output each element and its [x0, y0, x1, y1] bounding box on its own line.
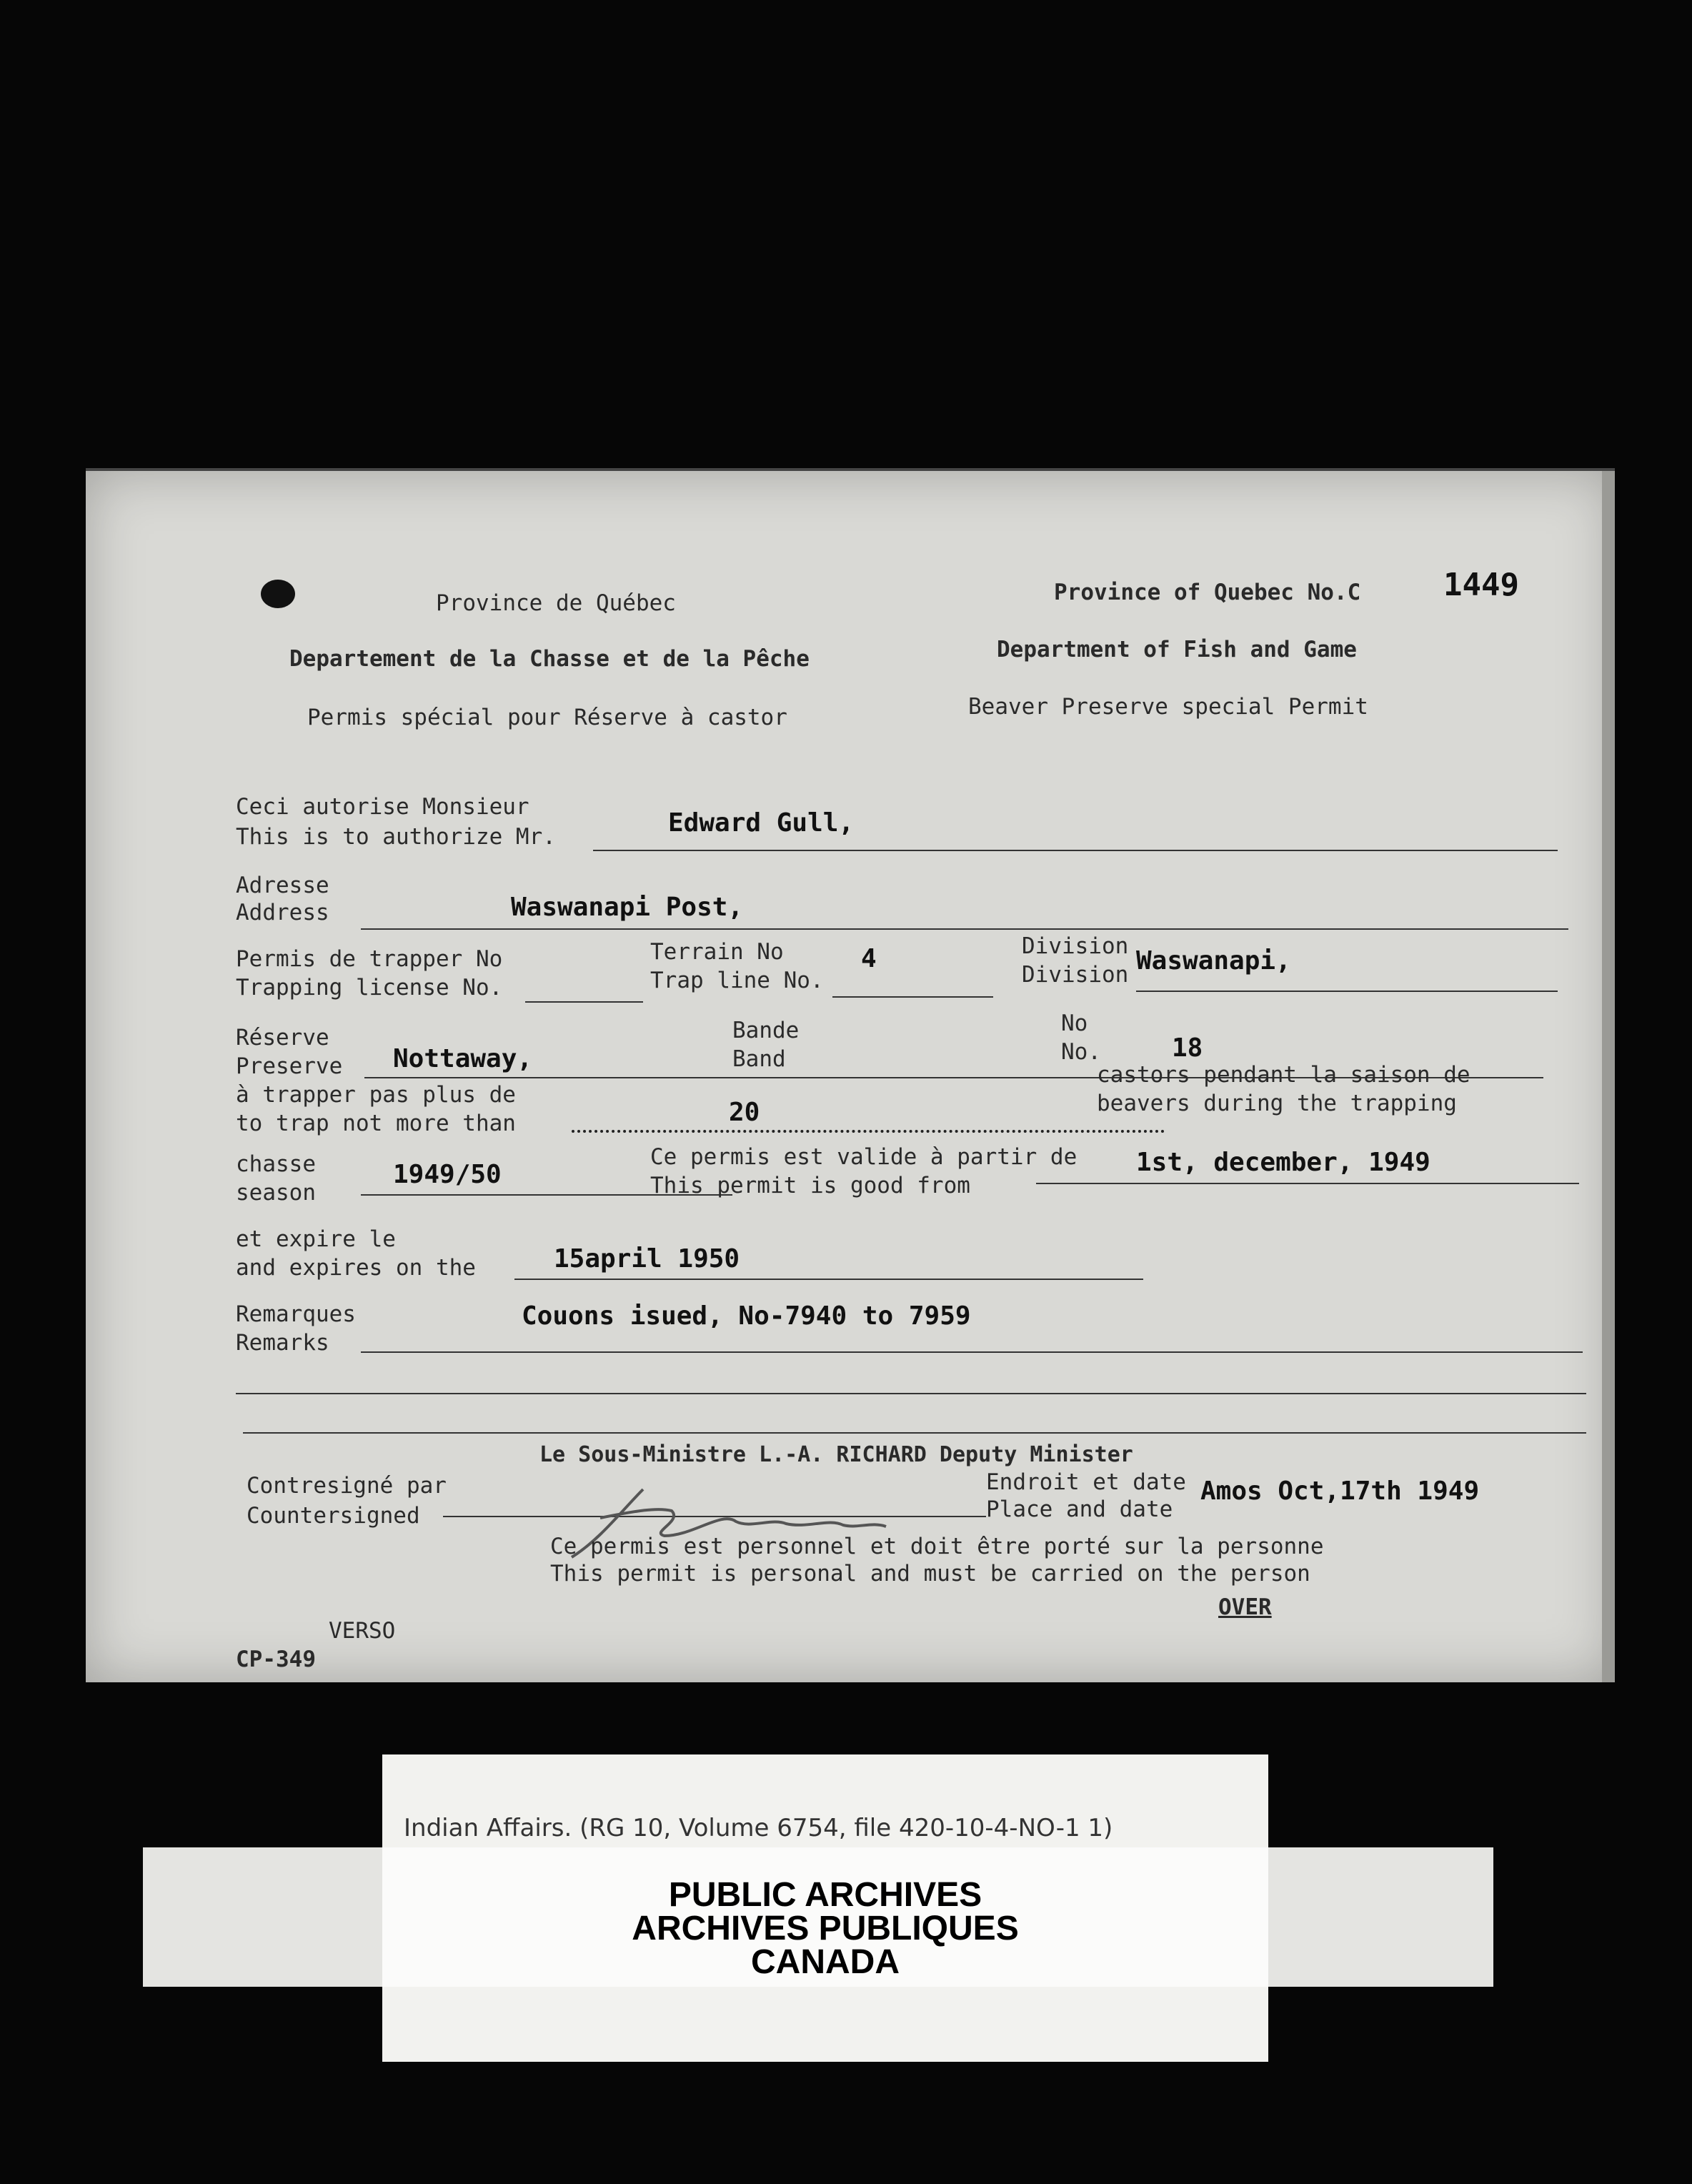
personal-en: This permit is personal and must be carried on the person: [550, 1561, 1310, 1587]
expiry-date: 15april 1950: [554, 1244, 740, 1274]
no-fr: No: [1061, 1011, 1088, 1036]
remarks-line-2: [236, 1393, 1586, 1394]
countersigned-en: Countersigned: [247, 1503, 420, 1529]
holder-address: Waswanapi Post,: [511, 893, 744, 922]
reserve-fr: Réserve: [236, 1025, 329, 1051]
expire-en: and expires on the: [236, 1255, 476, 1281]
division-value: Waswanapi,: [1136, 946, 1291, 976]
expire-fr: et expire le: [236, 1226, 396, 1252]
authorize-en: This is to authorize Mr.: [236, 824, 556, 850]
province-en: Province of Quebec No.C: [1054, 580, 1361, 605]
remarks-en: Remarks: [236, 1330, 329, 1356]
no-en: No.: [1061, 1039, 1101, 1065]
division-en: Division: [1022, 962, 1129, 988]
personal-fr: Ce permis est personnel et doit être porté sur la personne: [550, 1534, 1324, 1559]
beaver-quota: 20: [729, 1098, 760, 1127]
remarks-value: Couons isued, No-7940 to 7959: [522, 1301, 971, 1331]
season-value: 1949/50: [393, 1160, 502, 1189]
authorize-fr: Ceci autorise Monsieur: [236, 794, 529, 820]
ink-blot-icon: [261, 580, 295, 608]
archive-reference: Indian Affairs. (RG 10, Volume 6754, file 420-10-4-NO-1 1): [404, 1814, 1113, 1842]
address-fr: Adresse: [236, 873, 329, 898]
division-fr: Division: [1022, 933, 1129, 959]
valid-line: [1036, 1183, 1579, 1184]
license-line: [525, 1001, 643, 1003]
verso-label: VERSO: [329, 1618, 396, 1644]
trap-license-en: Trapping license No.: [236, 975, 503, 1001]
holder-name: Edward Gull,: [668, 808, 855, 838]
beavers-en: beavers during the trapping: [1097, 1091, 1457, 1116]
valid-from: 1st, december, 1949: [1136, 1148, 1430, 1177]
castors-fr: castors pendant la saison de: [1097, 1062, 1470, 1088]
card-edge: [1602, 471, 1615, 1682]
authorize-line: [593, 850, 1558, 851]
deputy-minister: Le Sous-Ministre L.-A. RICHARD Deputy Minister: [539, 1442, 1133, 1467]
preserve-value: Nottaway,: [393, 1044, 533, 1073]
valid-fr: Ce permis est valide à partir de: [650, 1144, 1078, 1170]
form-code: CP-349: [236, 1647, 316, 1672]
archive-line-1: PUBLIC ARCHIVES: [668, 1876, 982, 1914]
permit-number: 1449: [1443, 567, 1519, 603]
dept-fr: Departement de la Chasse et de la Pêche: [289, 646, 810, 672]
place-fr: Endroit et date: [986, 1469, 1186, 1495]
max-fr: à trapper pas plus de: [236, 1082, 516, 1108]
chasse-fr: chasse: [236, 1151, 316, 1177]
province-fr: Province de Québec: [436, 590, 676, 616]
place-date-value: Amos Oct,17th 1949: [1200, 1476, 1480, 1506]
expire-line: [514, 1279, 1143, 1280]
season-en: season: [236, 1180, 316, 1206]
dept-en: Department of Fish and Game: [997, 637, 1357, 662]
band-en: Band: [732, 1046, 786, 1072]
preserve-en: Preserve: [236, 1053, 343, 1079]
trap-line-number: 4: [861, 944, 877, 973]
quota-dots: [572, 1130, 1165, 1133]
permit-en: Beaver Preserve special Permit: [968, 694, 1368, 720]
countersigned-fr: Contresigné par: [247, 1473, 447, 1499]
address-line: [361, 928, 1568, 930]
terrain-en: Trap line No.: [650, 968, 824, 993]
place-en: Place and date: [986, 1496, 1173, 1522]
permit-fr: Permis spécial pour Réserve à castor: [307, 705, 787, 730]
permit-card: [86, 468, 1615, 1682]
address-en: Address: [236, 900, 329, 925]
archive-line-2: ARCHIVES PUBLIQUES: [632, 1910, 1019, 1947]
over-marker: OVER: [1218, 1594, 1272, 1620]
remarques-fr: Remarques: [236, 1301, 356, 1327]
band-number: 18: [1172, 1033, 1203, 1063]
archive-line-3: CANADA: [751, 1943, 900, 1981]
max-en: to trap not more than: [236, 1111, 516, 1136]
terrain-fr: Terrain No: [650, 939, 784, 965]
valid-en: This permit is good from: [650, 1173, 970, 1198]
trap-license-fr: Permis de trapper No: [236, 946, 503, 972]
remarks-line-3: [243, 1432, 1586, 1434]
bande-fr: Bande: [732, 1018, 800, 1043]
remarks-line-1: [361, 1351, 1583, 1353]
division-line: [1136, 991, 1558, 992]
trapline-line: [832, 996, 993, 998]
